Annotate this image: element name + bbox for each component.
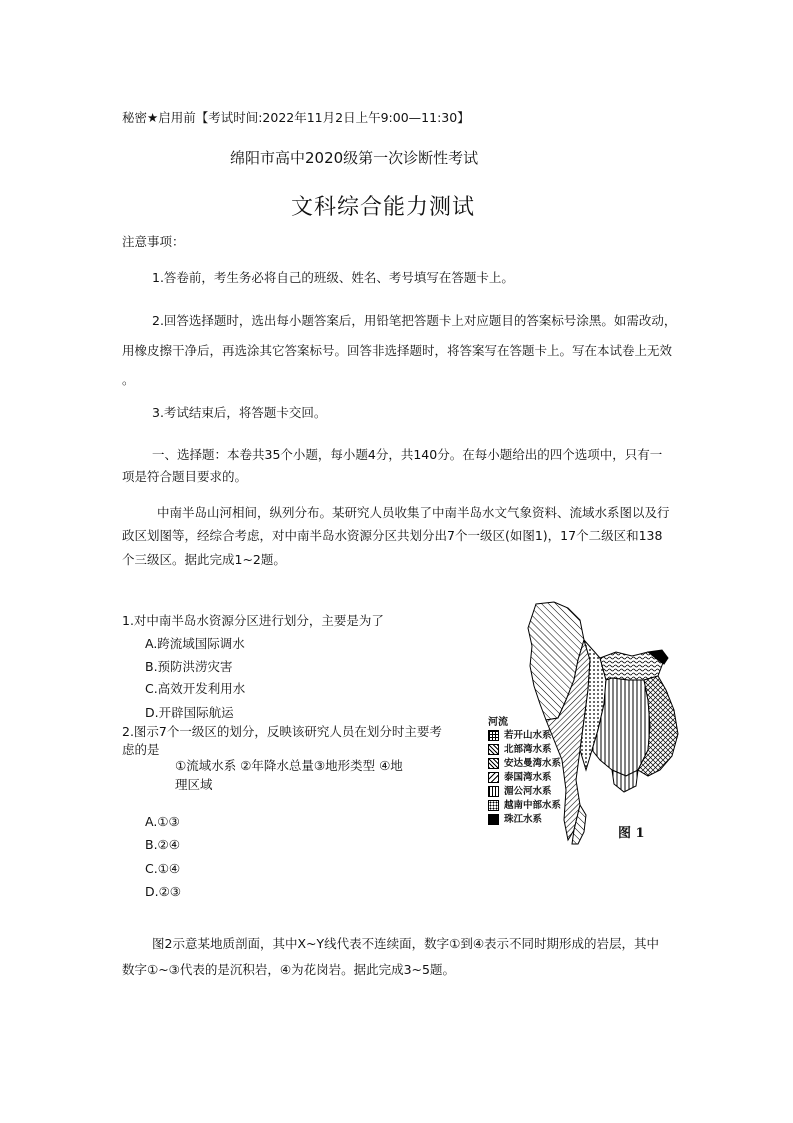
question-1-stem: 1.对中南半岛水资源分区进行划分，主要是为了 (122, 613, 384, 628)
paper-title: 文科综合能力测试 (291, 195, 476, 220)
notice-item-2-line-2: 用橡皮擦干净后，再选涂其它答案标号。回答非选择题时，将答案写在答题卡上。写在本试卷上无效 (122, 343, 673, 358)
notice-item-3: 3.考试结束后，将答题卡交回。 (152, 405, 327, 420)
legend-swatch-diagonal (488, 758, 499, 769)
legend-title: 河流 (488, 717, 508, 728)
legend-label: 珠江水系 (504, 814, 543, 825)
question-1-option-d: D.开辟国际航运 (145, 705, 234, 720)
notice-item-1: 1.答卷前，考生务必将自己的班级、姓名、考号填写在答题卡上。 (152, 270, 514, 285)
question-2-option-a: A.①③ (145, 814, 180, 829)
legend-label: 若开山水系 (504, 730, 552, 741)
question-1-option-a: A.跨流域国际调水 (145, 636, 245, 651)
legend-label: 越南中部水系 (504, 800, 562, 811)
question-2-option-d: D.②③ (145, 884, 182, 899)
passage-1-line-3: 个三级区。据此完成1~2题。 (122, 552, 286, 567)
question-2-option-c: C.①④ (145, 861, 181, 876)
confidential-header: 秘密★启用前【考试时间:2022年11月2日上午9:00—11:30】 (122, 110, 470, 125)
notice-item-2-line-1: 2.回答选择题时，选出每小题答案后，用铅笔把答题卡上对应题目的答案标号涂黑。如需改动， (152, 313, 677, 328)
question-1-option-b: B.预防洪涝灾害 (145, 659, 233, 674)
legend-swatch-cross (488, 744, 499, 755)
legend-label: 湄公河水系 (504, 786, 552, 797)
section-1-line-1: 一、选择题：本卷共35个小题，每小题4分，共140分。在每小题给出的四个选项中，只有一 (152, 447, 663, 462)
figure-1-map (488, 600, 680, 848)
legend-item-mekong (488, 783, 552, 797)
exam-name: 绵阳市高中2020级第一次诊断性考试 (230, 149, 479, 167)
question-2-stem-line-2: 虑的是 (122, 742, 160, 757)
legend-swatch-grid (488, 730, 499, 741)
question-2-factors-line-1: ①流域水系 ②年降水总量③地形类型 ④地 (175, 758, 403, 773)
question-2-option-b: B.②④ (145, 837, 180, 852)
passage-1-line-2: 政区划图等，经综合考虑，对中南半岛水资源分区共划分出7个一级区(如图1)，17个二级区和138 (122, 528, 663, 543)
legend-item-andaman (488, 755, 561, 769)
legend-swatch-dots (488, 800, 499, 811)
notice-item-2-line-3: 。 (122, 372, 135, 387)
legend-item-gulf-thailand (488, 769, 552, 783)
legend-item-central-vietnam (488, 797, 561, 811)
legend-swatch-diagonal-b (488, 772, 499, 783)
passage-2-line-2: 数字①~③代表的是沉积岩，④为花岗岩。据此完成3~5题。 (122, 962, 455, 977)
question-2-stem-line-1: 2.图示7个一级区的划分，反映该研究人员在划分时主要考 (122, 724, 442, 739)
passage-1-line-1: 中南半岛山河相间，纵列分布。某研究人员收集了中南半岛水文气象资料、流域水系图以及行 (157, 505, 670, 520)
legend-label: 安达曼湾水系 (504, 758, 562, 769)
legend-swatch-vertical (488, 786, 499, 797)
legend-item-ruokaishan (488, 727, 552, 741)
legend-label: 北部湾水系 (504, 744, 552, 755)
notice-heading: 注意事项： (122, 234, 185, 249)
passage-2-line-1: 图2示意某地质剖面，其中X~Y线代表不连续面，数字①到④表示不同时期形成的岩层，其中 (152, 936, 660, 951)
legend-item-pearl-river (488, 811, 542, 825)
question-1-option-c: C.高效开发利用水 (145, 681, 246, 696)
section-1-line-2: 项是符合题目要求的。 (122, 469, 248, 484)
legend-item-tonkin (488, 741, 552, 755)
question-2-factors-line-2: 理区域 (175, 777, 213, 792)
legend-label: 泰国湾水系 (504, 772, 552, 783)
legend-swatch-solid (488, 814, 499, 825)
figure-1-caption: 图 1 (618, 826, 645, 841)
